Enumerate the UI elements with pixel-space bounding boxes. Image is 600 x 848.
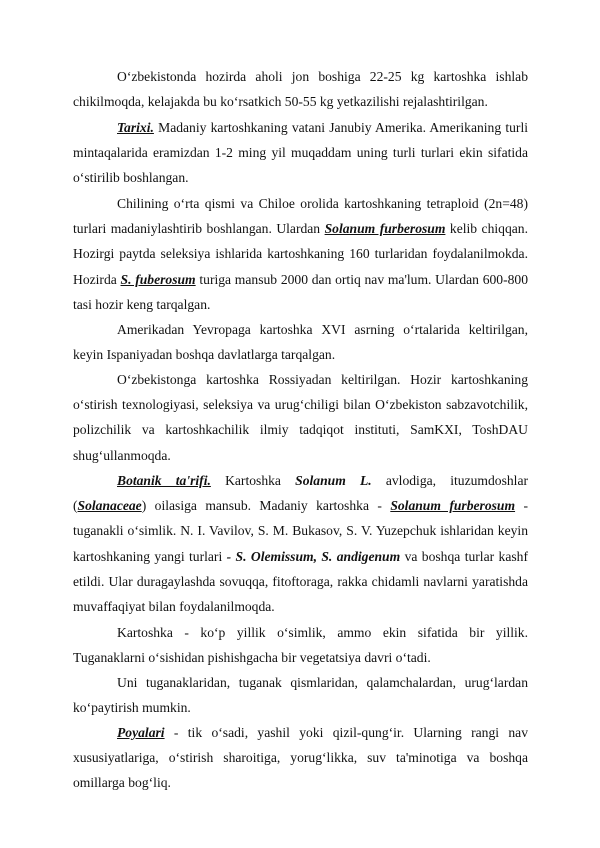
term-s-fuberosum: S. fuberosum [120, 271, 196, 287]
term-solanum-furberosum: Solanum furberosum [324, 221, 446, 237]
paragraph-stems-text: - tik o‘sadi, yashil yoki qizil-qung‘ir. Ularning rangi nav xususiyatlariga, o‘stirish sharoitiga, yorug‘likka, suv ta'minotiga va boshqa omillarga bog‘liq. [73, 725, 528, 791]
term-history: Tarixi. [117, 120, 154, 135]
paragraph-history-text: Madaniy kartoshkaning vatani Janubiy Amerika. Amerikaning turli mintaqalarida eramizdan 1-2 ming yil muqaddam uning turli turlari ekin sifatida o‘stirilib boshlangan. [73, 120, 528, 186]
paragraph-origin-text-1: Chilining o‘rta qismi va Chiloe orolida kartoshkaning tetraploid (2n=48) turlari madaniylashtirib boshlangan. Ulardan [73, 196, 528, 237]
paragraph-origin-text-2: kelib chiqqan. Hozirgi paytda seleksiya ishlarida kartoshkaning 160 turlaridan foydalanilmokda. Hozirda [73, 221, 528, 287]
term-botanical: Botanik ta'rifi. [117, 473, 211, 488]
paragraph-stems [73, 720, 528, 796]
paragraph-botanical-text-1: Kartoshka [210, 473, 296, 488]
term-genus: Solanum L. [295, 473, 372, 488]
paragraph-uzbekistan: O‘zbekistonga kartoshka Rossiyadan keltirilgan. Hozir kartoshkaning o‘stirish texnologiyasi, seleksiya va urug‘chiligi bilan O‘zbekiston sabzavotchilik, polizchilik va kartoshkachilik ilmiy tadqiqot instituti, SamKXI, ToshDAU shug‘ullanmoqda. [73, 372, 528, 463]
paragraph-origin [73, 191, 528, 317]
paragraph-history [73, 115, 528, 191]
term-stems: Poyalari [117, 725, 165, 740]
paragraph-botanical-text-3: ) oilasiga mansub. Madaniy kartoshka - [141, 498, 391, 514]
paragraph-botanical-text-2: avlodiga, ituzumdoshlar ( [73, 473, 529, 514]
term-family: Solanaceae [77, 498, 142, 514]
paragraph-europe: Amerikadan Yevropaga kartoshka XVI asrning o‘rtalarida keltirilgan, keyin Ispaniyadan boshqa davlatlarga tarqalgan. [73, 322, 528, 363]
paragraph-botanical [73, 468, 528, 619]
paragraph-production: O‘zbekistonda hozirda aholi jon boshiga 22-25 kg kartoshka ishlab chikilmoqda, kelajakda bu ko‘rsatkich 50-55 kg yetkazilishi rejalashtirilgan. [73, 69, 528, 110]
term-species: Solanum furberosum [390, 498, 516, 514]
paragraph-perennial: Kartoshka - ko‘p yillik o‘simlik, ammo ekin sifatida bir yillik. Tuganaklarni o‘sishidan pishishgacha bir vegetatsiya davri o‘tadi. [73, 625, 528, 666]
paragraph-botanical-text-4: - tuganakli o‘simlik. N. I. Vavilov, S. M. Bukasov, S. V. Yuzepchuk ishlaridan keyin kartoshkaning yangi turlari [73, 498, 528, 564]
paragraph-botanical-text-5: va boshqa turlar kashf etildi. Ular duragaylashda sovuqqa, fitoftoraga, rakka chidamli navlarni yaratishda muvaffaqiyat bilan foydalanilmoqda. [73, 548, 528, 615]
term-new-types: - S. Olemissum, S. andigenum [226, 548, 401, 564]
paragraph-origin-text-3: turiga mansub 2000 dan ortiq nav ma'lum. Ulardan 600-800 tasi hozir keng tarqalgan. [73, 271, 528, 312]
paragraph-propagation: Uni tuganaklaridan, tuganak qismlaridan, qalamchalardan, urug‘lardan ko‘paytirish mumkin. [73, 675, 528, 716]
